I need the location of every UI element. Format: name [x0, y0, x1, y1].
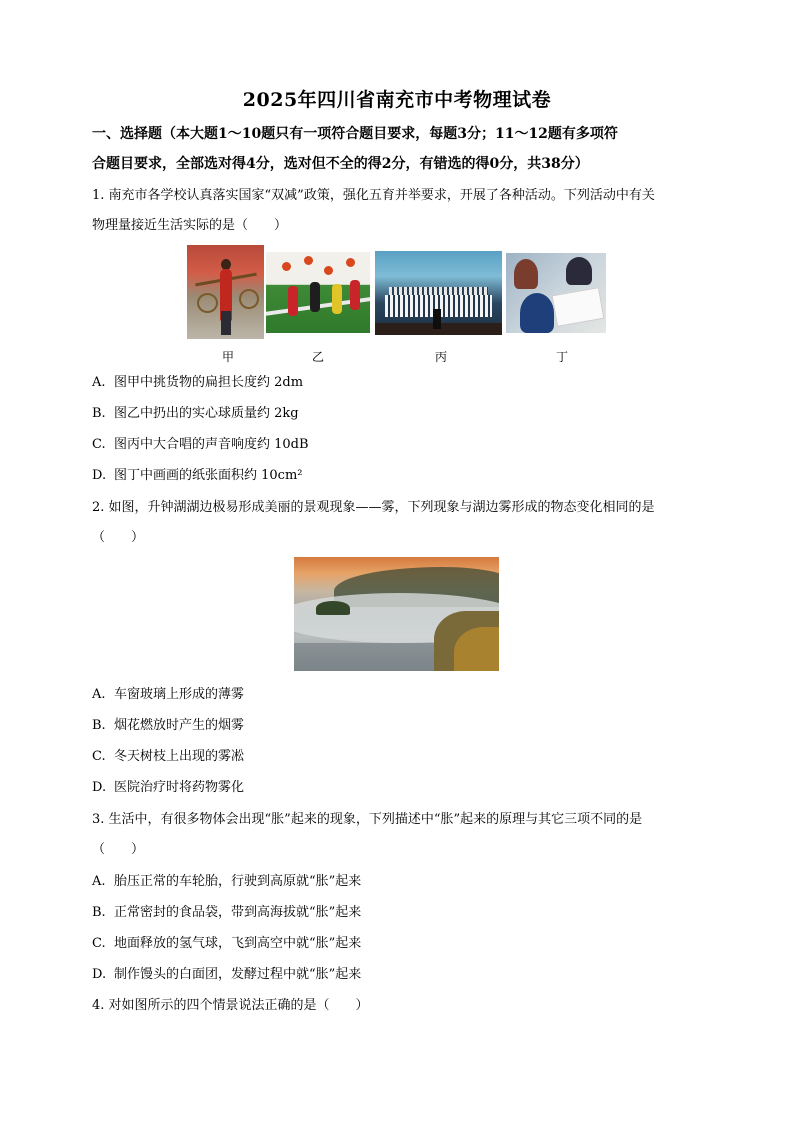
photo-ding-drawing: [506, 253, 606, 333]
q1-option-d: D. 图丁中画画的纸张面积约 10cm²: [92, 468, 303, 483]
q3-option-c: C. 地面释放的氢气球，飞到高空中就“胀”起来: [92, 936, 362, 951]
question-3-stem: 3. 生活中，有很多物体会出现“胀”起来的现象，下列描述中“胀”起来的原理与其它三项不同的是: [92, 812, 643, 827]
q3-option-d: D. 制作馒头的白面团，发酵过程中就“胀”起来: [92, 967, 362, 982]
photo-jia-carrying-pole: [187, 245, 264, 339]
question-1-stem: 1. 南充市各学校认真落实国家“双减”政策，强化五育并举要求，开展了各种活动。下列活动中有关: [92, 188, 655, 203]
q3-option-b: B. 正常密封的食品袋，带到高海拔就“胀”起来: [92, 905, 362, 920]
photo-lake-fog: [294, 557, 499, 671]
photo-yi-ball-throw: [266, 252, 370, 333]
caption-jia: 甲: [222, 350, 235, 364]
q2-option-b: B. 烟花燃放时产生的烟雾: [92, 718, 245, 733]
question-2-stem-cont: （ ）: [92, 530, 145, 545]
section-heading-line1: 一、选择题（本大题1～10题只有一项符合题目要求，每题3分；11～12题有多项符: [92, 126, 618, 142]
photo-bing-choir: [375, 251, 502, 335]
q2-option-c: C. 冬天树枝上出现的雾凇: [92, 749, 245, 764]
page-title: 2025年四川省南充市中考物理试卷: [242, 89, 552, 111]
question-1-stem-cont: 物理量接近生活实际的是（ ）: [92, 218, 288, 233]
caption-bing: 丙: [435, 350, 448, 364]
question-4-stem: 4. 对如图所示的四个情景说法正确的是（ ）: [92, 998, 369, 1013]
question-2-stem: 2. 如图，升钟湖湖边极易形成美丽的景观现象——雾，下列现象与湖边雾形成的物态变化相同的是: [92, 500, 655, 515]
q2-option-a: A. 车窗玻璃上形成的薄雾: [92, 687, 245, 702]
section-heading-line2: 合题目要求，全部选对得4分，选对但不全的得2分，有错选的得0分，共38分）: [92, 156, 589, 172]
question-3-stem-cont: （ ）: [92, 842, 145, 857]
q2-option-d: D. 医院治疗时将药物雾化: [92, 780, 245, 795]
caption-yi: 乙: [312, 350, 325, 364]
caption-ding: 丁: [556, 350, 569, 364]
q1-option-a: A. 图甲中挑货物的扁担长度约 2dm: [92, 375, 304, 390]
q3-option-a: A. 胎压正常的车轮胎，行驶到高原就“胀”起来: [92, 874, 362, 889]
q1-option-c: C. 图丙中大合唱的声音响度约 10dB: [92, 437, 309, 452]
q1-option-b: B. 图乙中扔出的实心球质量约 2kg: [92, 406, 299, 421]
